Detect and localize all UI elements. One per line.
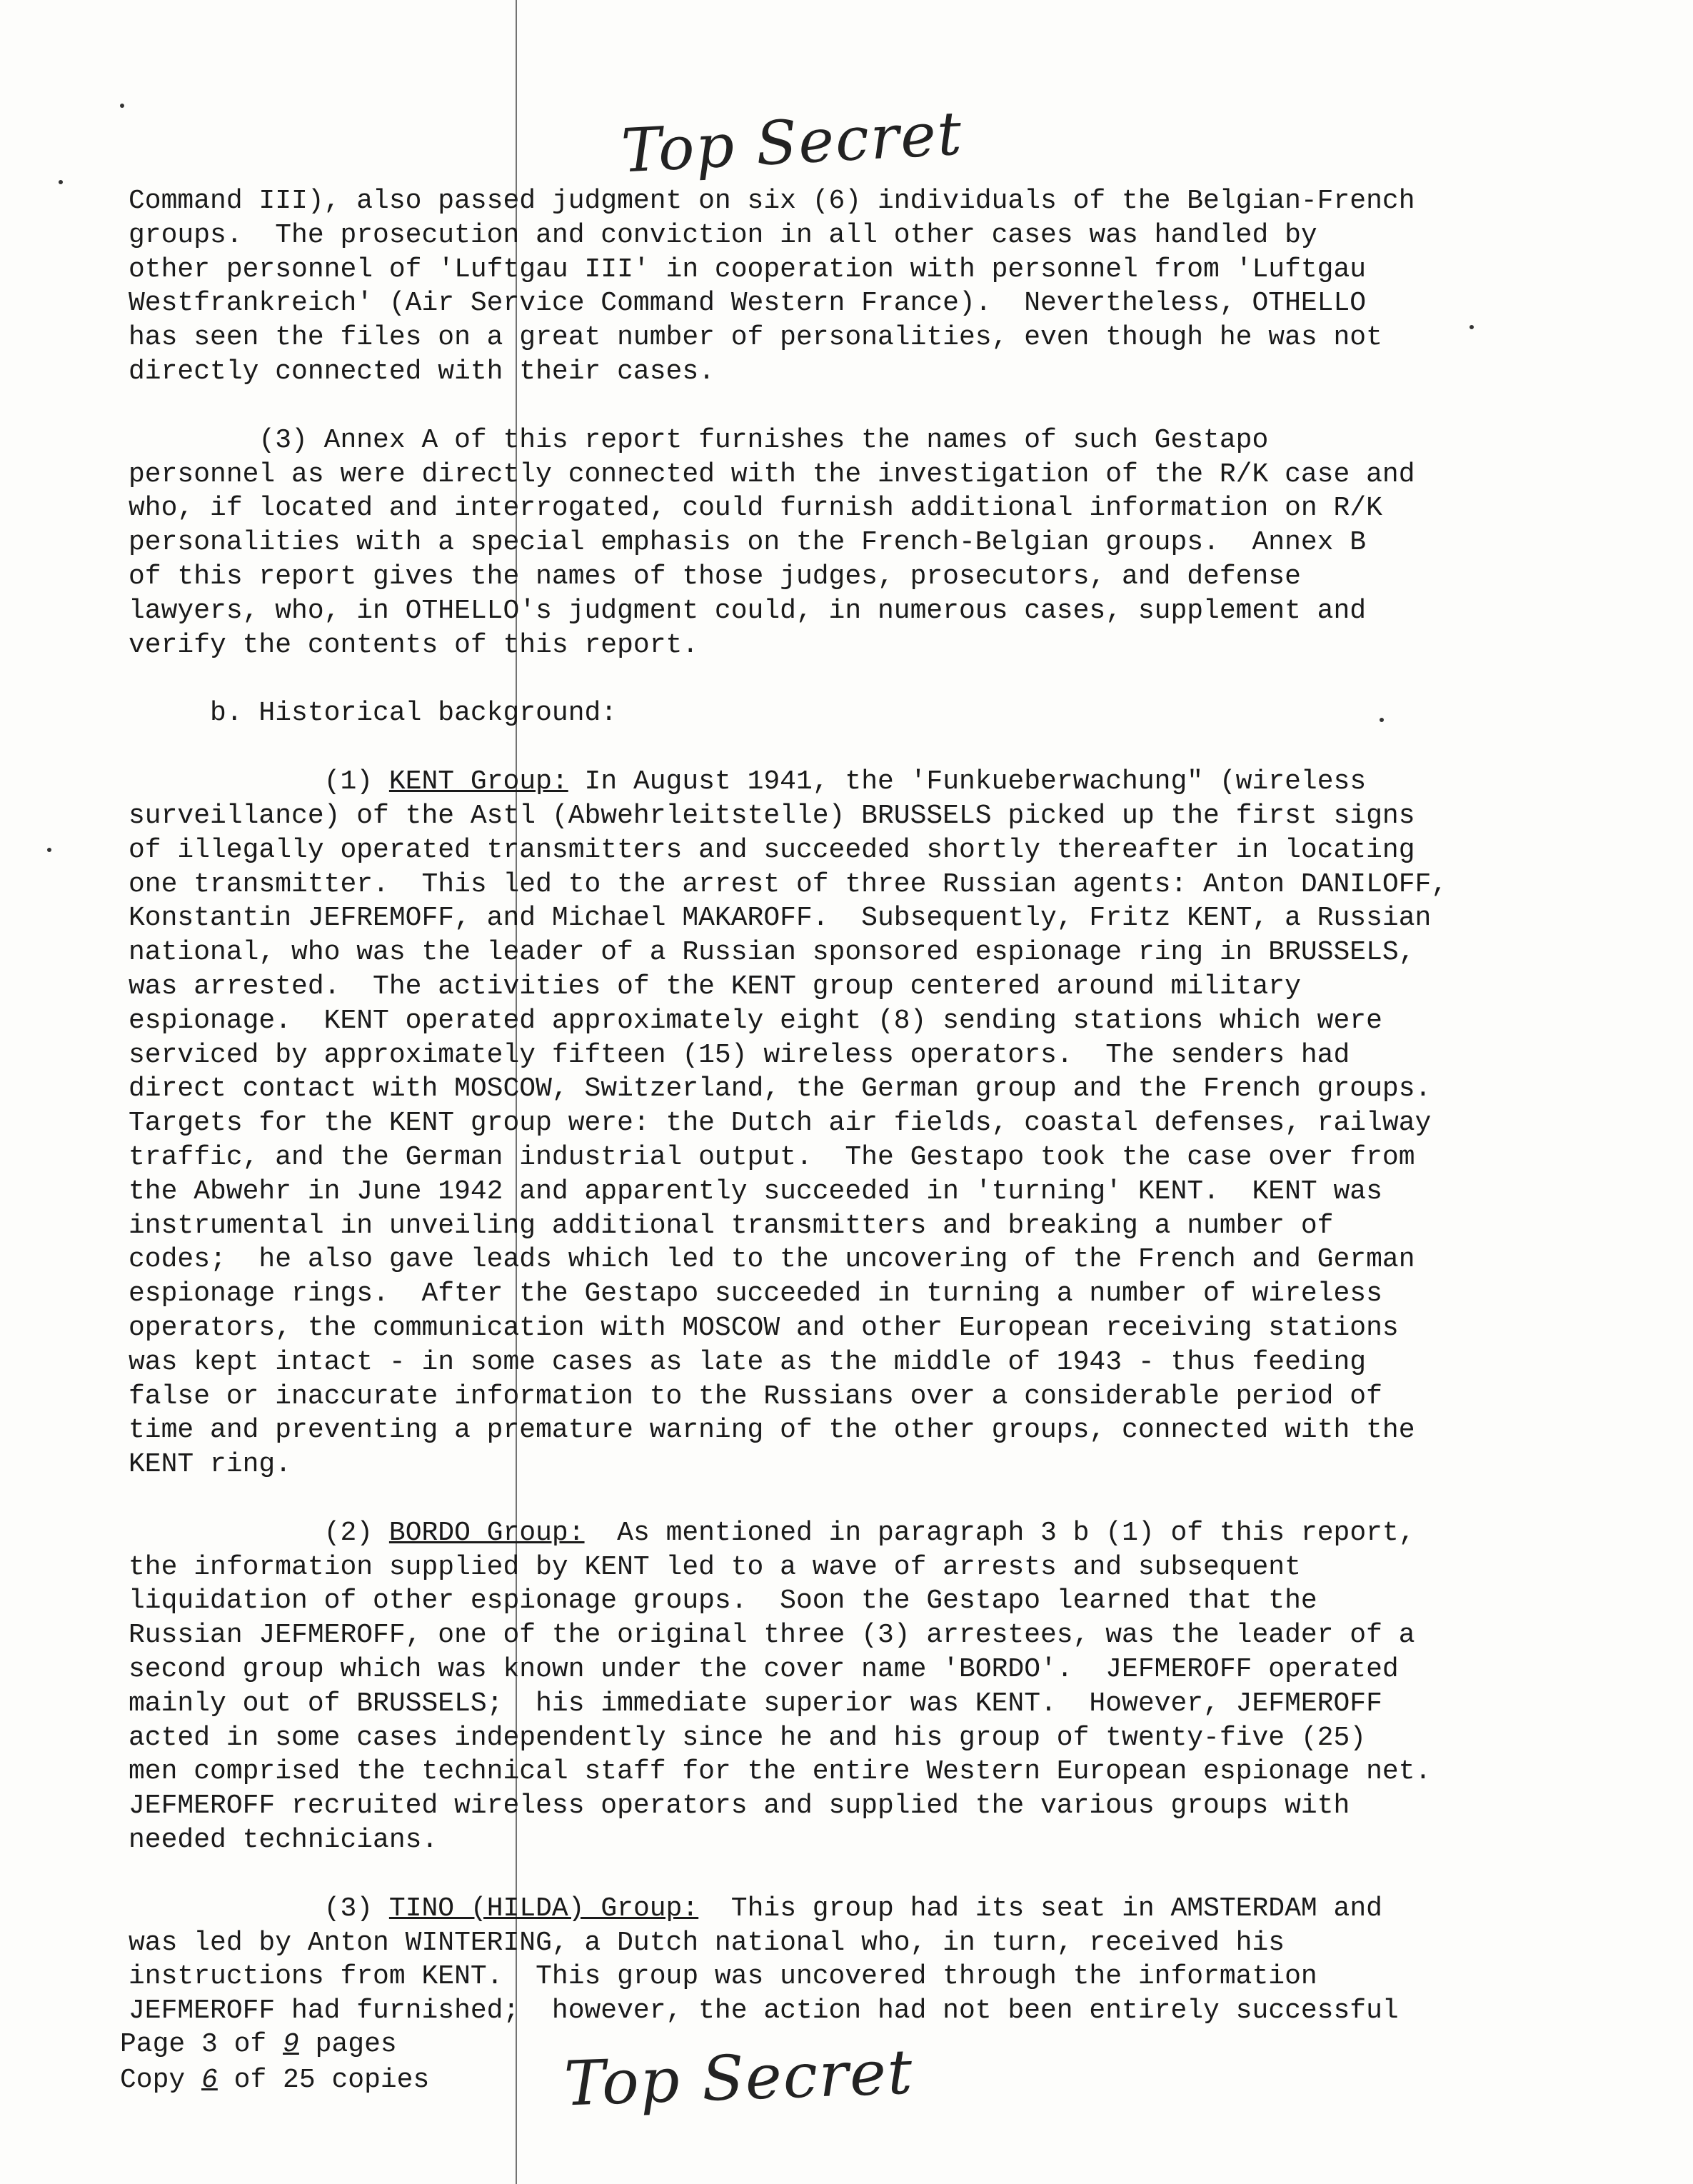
page-count: Page 3 of 9 pages bbox=[120, 2029, 397, 2060]
text-line: of illegally operated transmitters and succeeded shortly thereafter in locating bbox=[129, 834, 1415, 866]
group-first-line bbox=[129, 1892, 1457, 1926]
page-footer bbox=[120, 2027, 429, 2098]
text-line: serviced by approximately fifteen (15) wireless operators. The senders had bbox=[129, 1039, 1350, 1071]
text-line: liquidation of other espionage groups. Soon the Gestapo learned that the bbox=[129, 1586, 1317, 1617]
text-line: the information supplied by KENT led to a wave of arrests and subsequent bbox=[129, 1551, 1301, 1583]
group-first-rest: In August 1941, the 'Funkueberwachung" (wireless bbox=[568, 766, 1367, 798]
text-line: surveillance) of the Astl (Abwehrleitstelle) BRUSSELS picked up the first signs bbox=[129, 800, 1415, 831]
group-number: (2) bbox=[323, 1517, 373, 1548]
text-line: personnel as were directly connected with the investigation of the R/K case and bbox=[129, 459, 1415, 490]
text-line: instructions from KENT. This group was uncovered through the information bbox=[129, 1961, 1317, 1993]
text-line: Konstantin JEFREMOFF, and Michael MAKAROFF. Subsequently, Fritz KENT, a Russian bbox=[129, 903, 1432, 934]
group-name: KENT Group: bbox=[388, 766, 568, 798]
text-line: needed technicians. bbox=[129, 1825, 438, 1856]
text-line: traffic, and the German industrial output. The Gestapo took the case over from bbox=[129, 1141, 1415, 1173]
group-tino bbox=[129, 1892, 1457, 2028]
classification-stamp-bottom: Top Secret bbox=[563, 2036, 915, 2120]
ink-speck bbox=[1380, 718, 1384, 722]
text-line: verify the contents of this report. bbox=[129, 629, 699, 661]
group-kent bbox=[129, 765, 1457, 1482]
text-line: acted in some cases independently since he and his group of twenty-five (25) bbox=[129, 1722, 1367, 1753]
text-line: espionage. KENT operated approximately eight (8) sending stations which were bbox=[129, 1005, 1382, 1036]
ink-speck bbox=[47, 848, 51, 852]
group-bordo bbox=[129, 1516, 1457, 1858]
text-line: has seen the files on a great number of personalities, even though he was not bbox=[129, 322, 1382, 354]
text-line: men comprised the technical staff for the entire Western European espionage net. bbox=[129, 1756, 1432, 1788]
text-line: groups. The prosecution and conviction in all other cases was handled by bbox=[129, 219, 1317, 251]
text-line: personalities with a special emphasis on the French-Belgian groups. Annex B bbox=[129, 527, 1367, 558]
text-line: who, if located and interrogated, could furnish additional information on R/K bbox=[129, 493, 1382, 524]
text-line: national, who was the leader of a Russian sponsored espionage ring in BRUSSELS, bbox=[129, 937, 1415, 968]
ink-speck bbox=[1470, 325, 1474, 329]
text-line: time and preventing a premature warning of the other groups, connected with the bbox=[129, 1415, 1415, 1446]
text-line: second group which was known under the cover name 'BORDO'. JEFMEROFF operated bbox=[129, 1654, 1399, 1685]
group-number: (1) bbox=[323, 766, 373, 798]
ink-speck bbox=[59, 180, 63, 184]
text-line: Targets for the KENT group were: the Dutch air fields, coastal defenses, railway bbox=[129, 1108, 1432, 1139]
classification-stamp-top: Top Secret bbox=[619, 98, 965, 186]
group-first-line bbox=[129, 765, 1457, 799]
text-line: one transmitter. This led to the arrest of three Russian agents: Anton DANILOFF, bbox=[129, 868, 1448, 900]
text-line: was arrested. The activities of the KENT group centered around military bbox=[129, 971, 1301, 1002]
copy-count: Copy 6 of 25 copies bbox=[120, 2065, 430, 2095]
text-line: JEFMEROFF had furnished; however, the action had not been entirely successful bbox=[129, 1995, 1399, 2027]
text-line: codes; he also gave leads which led to the uncovering of the French and German bbox=[129, 1244, 1415, 1276]
text-line: directly connected with their cases. bbox=[129, 356, 715, 387]
text-line: operators, the communication with MOSCOW and other European receiving stations bbox=[129, 1312, 1399, 1343]
paragraph-annex bbox=[129, 424, 1457, 663]
text-line: espionage rings. After the Gestapo succeeded in turning a number of wireless bbox=[129, 1278, 1382, 1310]
text-line: other personnel of 'Luftgau III' in cooperation with personnel from 'Luftgau bbox=[129, 254, 1367, 285]
group-first-line bbox=[129, 1516, 1457, 1551]
text-line: of this report gives the names of those judges, prosecutors, and defense bbox=[129, 561, 1301, 592]
page-total: 9 bbox=[283, 2029, 299, 2060]
group-name: TINO (HILDA) Group: bbox=[388, 1893, 699, 1924]
text-line: instrumental in unveiling additional transmitters and breaking a number of bbox=[129, 1210, 1334, 1241]
copy-number: 6 bbox=[201, 2065, 218, 2095]
text-line: (3) Annex A of this report furnishes the names of such Gestapo bbox=[129, 424, 1269, 456]
group-name: BORDO Group: bbox=[388, 1517, 585, 1548]
ink-speck bbox=[120, 104, 124, 108]
text-line: JEFMEROFF recruited wireless operators and supplied the various groups with bbox=[129, 1790, 1350, 1822]
group-first-rest: As mentioned in paragraph 3 b (1) of this report, bbox=[584, 1517, 1415, 1548]
text-line: direct contact with MOSCOW, Switzerland, the German group and the French groups. bbox=[129, 1073, 1432, 1105]
text-line: false or inaccurate information to the Russians over a considerable period of bbox=[129, 1381, 1382, 1412]
text-line: was led by Anton WINTERING, a Dutch national who, in turn, received his bbox=[129, 1927, 1285, 1958]
text-line: lawyers, who, in OTHELLO's judgment could, in numerous cases, supplement and bbox=[129, 595, 1367, 626]
section-heading: b. Historical background: bbox=[129, 698, 618, 729]
text-line: KENT ring. bbox=[129, 1449, 292, 1481]
text-line: the Abwehr in June 1942 and apparently succeeded in 'turning' KENT. KENT was bbox=[129, 1176, 1382, 1207]
text-line: Russian JEFMEROFF, one of the original three (3) arrestees, was the leader of a bbox=[129, 1620, 1415, 1651]
text-line: was kept intact - in some cases as late as the middle of 1943 - thus feeding bbox=[129, 1346, 1367, 1378]
paragraph-continuation bbox=[129, 184, 1457, 389]
text-line: mainly out of BRUSSELS; his immediate superior was KENT. However, JEFMEROFF bbox=[129, 1688, 1382, 1719]
text-line: Westfrankreich' (Air Service Command Western France). Nevertheless, OTHELLO bbox=[129, 288, 1367, 319]
group-number: (3) bbox=[323, 1893, 373, 1924]
document-body bbox=[129, 184, 1457, 2028]
group-first-rest: This group had its seat in AMSTERDAM and bbox=[698, 1893, 1382, 1924]
text-line: Command III), also passed judgment on six (6) individuals of the Belgian-French bbox=[129, 186, 1415, 216]
